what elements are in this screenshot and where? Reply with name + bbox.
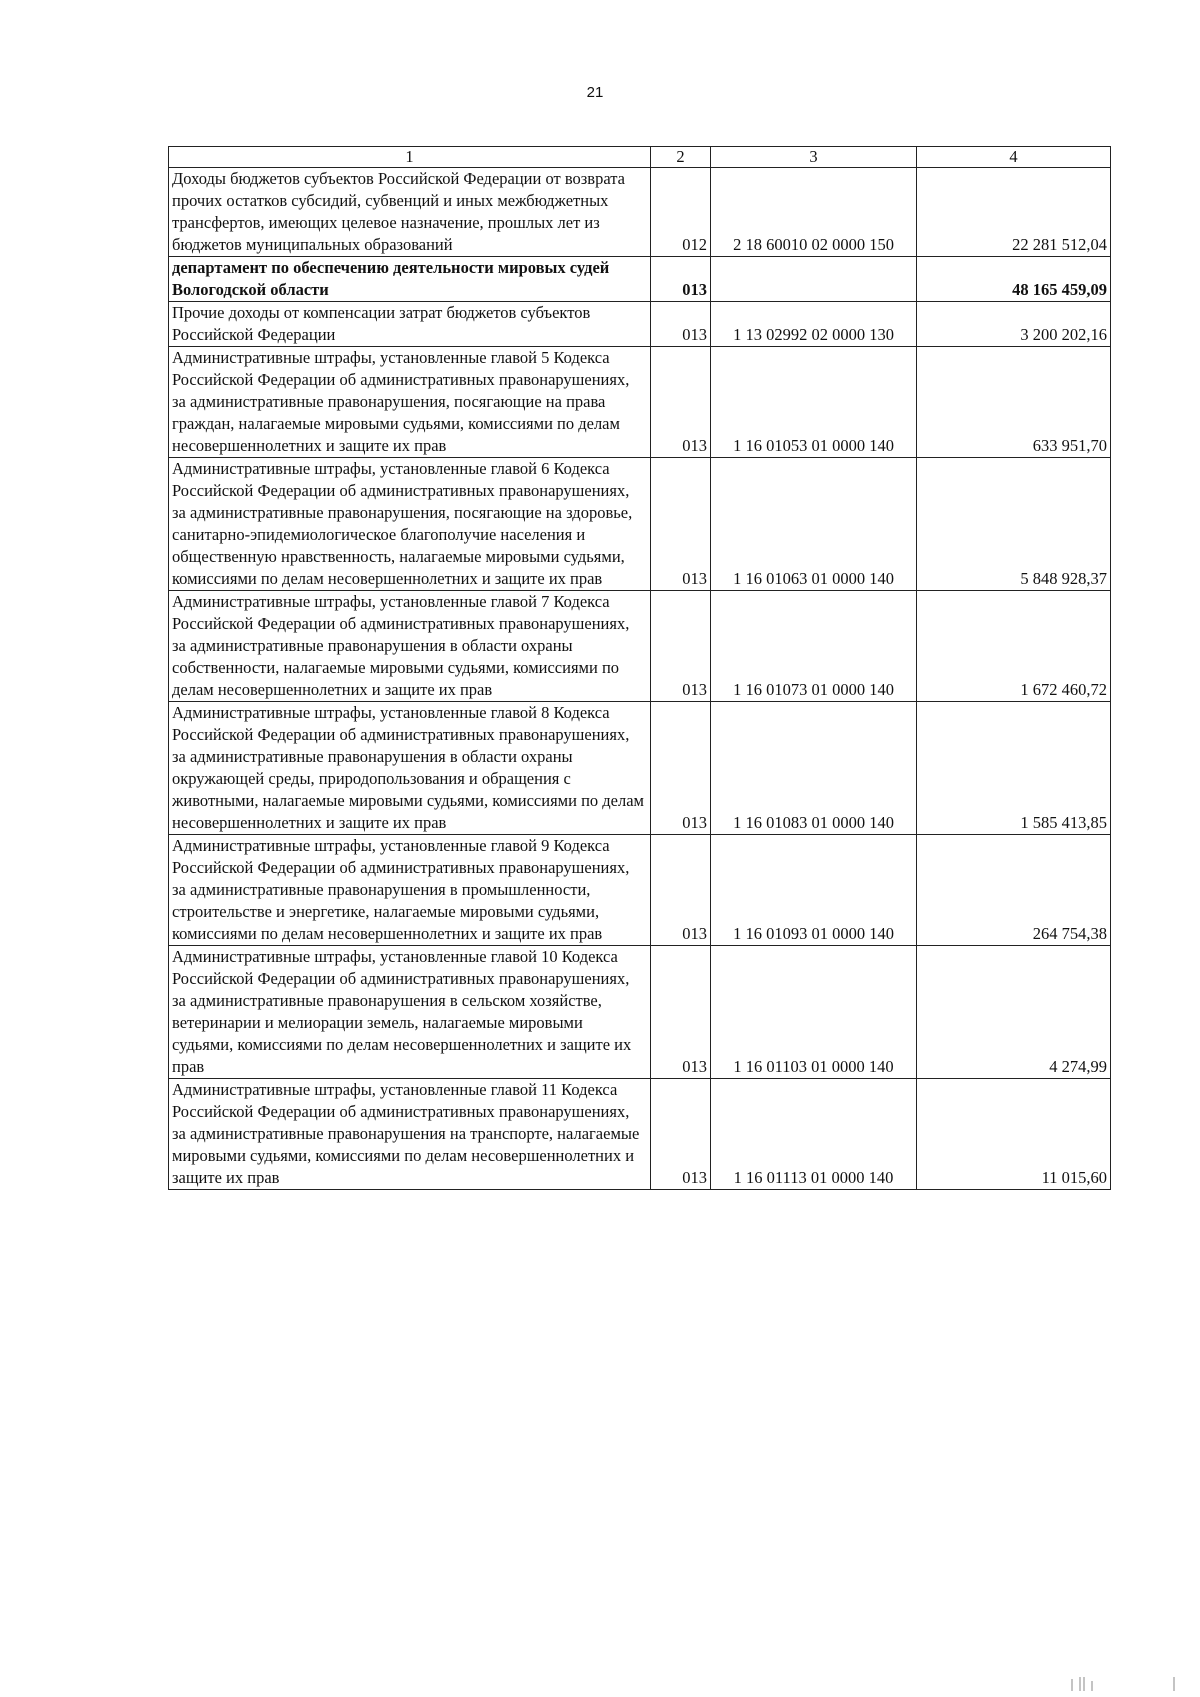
row-amount: 11 015,60 (917, 1079, 1111, 1190)
row-admin-code: 013 (651, 302, 711, 347)
page-number: 21 (586, 84, 604, 101)
row-admin-code: 013 (651, 257, 711, 302)
row-budget-code: 1 16 01113 01 0000 140 (711, 1079, 917, 1190)
table-row (169, 591, 1111, 702)
row-amount: 264 754,38 (917, 835, 1111, 946)
table-row (169, 702, 1111, 835)
row-budget-code: 1 16 01073 01 0000 140 (711, 591, 917, 702)
table-row (169, 168, 1111, 257)
row-admin-code: 013 (651, 347, 711, 458)
table-row (169, 458, 1111, 591)
row-description: Административные штрафы, установленные главой 6 Кодекса Российской Федерации об административных правонарушениях, за административные правонарушения, посягающие на здоровье, санитарно-эпидемиологическое благополучие населения и общественную нравственность, налагаемые мировыми судьями, комиссиями по делам несовершеннолетних и защите их прав (169, 458, 651, 591)
row-amount: 633 951,70 (917, 347, 1111, 458)
revenue-table (168, 146, 1111, 1190)
scan-artifact-marks (1070, 1677, 1180, 1691)
row-amount: 3 200 202,16 (917, 302, 1111, 347)
row-description: Административные штрафы, установленные главой 7 Кодекса Российской Федерации об административных правонарушениях, за административные правонарушения в области охраны собственности, налагаемые мировыми судьями, комиссиями по делам несовершеннолетних и защите их прав (169, 591, 651, 702)
row-description: Административные штрафы, установленные главой 9 Кодекса Российской Федерации об административных правонарушениях, за административные правонарушения в промышленности, строительстве и энергетике, налагаемые мировыми судьями, комиссиями по делам несовершеннолетних и защите их прав (169, 835, 651, 946)
row-admin-code: 013 (651, 458, 711, 591)
row-description: Административные штрафы, установленные главой 11 Кодекса Российской Федерации об административных правонарушениях, за административные правонарушения на транспорте, налагаемые мировыми судьями, комиссиями по делам несовершеннолетних и защите их прав (169, 1079, 651, 1190)
table-row (169, 946, 1111, 1079)
row-description: Прочие доходы от компенсации затрат бюджетов субъектов Российской Федерации (169, 302, 651, 347)
row-amount: 1 672 460,72 (917, 591, 1111, 702)
table-row (169, 347, 1111, 458)
row-budget-code: 1 16 01083 01 0000 140 (711, 702, 917, 835)
row-budget-code: 1 16 01093 01 0000 140 (711, 835, 917, 946)
row-amount: 22 281 512,04 (917, 168, 1111, 257)
table-row (169, 1079, 1111, 1190)
row-amount: 5 848 928,37 (917, 458, 1111, 591)
row-admin-code: 013 (651, 835, 711, 946)
row-description: Доходы бюджетов субъектов Российской Федерации от возврата прочих остатков субсидий, субвенций и иных межбюджетных трансфертов, имеющих целевое назначение, прошлых лет из бюджетов муниципальных образований (169, 168, 651, 257)
column-number-header (169, 147, 1111, 168)
table-row (169, 257, 1111, 302)
row-budget-code: 2 18 60010 02 0000 150 (711, 168, 917, 257)
row-admin-code: 012 (651, 168, 711, 257)
row-budget-code: 1 16 01103 01 0000 140 (711, 946, 917, 1079)
row-description: Административные штрафы, установленные главой 5 Кодекса Российской Федерации об административных правонарушениях, за административные правонарушения, посягающие на права граждан, налагаемые мировыми судьями, комиссиями по делам несовершеннолетних и защите их прав (169, 347, 651, 458)
row-description: Административные штрафы, установленные главой 10 Кодекса Российской Федерации об административных правонарушениях, за административные правонарушения в сельском хозяйстве, ветеринарии и мелиорации земель, налагаемые мировыми судьями, комиссиями по делам несовершеннолетних и защите их прав (169, 946, 651, 1079)
column-header-3: 3 (711, 147, 917, 168)
row-budget-code: 1 13 02992 02 0000 130 (711, 302, 917, 347)
column-header-2: 2 (651, 147, 711, 168)
row-admin-code: 013 (651, 702, 711, 835)
row-admin-code: 013 (651, 591, 711, 702)
row-admin-code: 013 (651, 946, 711, 1079)
row-amount: 1 585 413,85 (917, 702, 1111, 835)
row-admin-code: 013 (651, 1079, 711, 1190)
row-amount: 48 165 459,09 (917, 257, 1111, 302)
column-header-1: 1 (169, 147, 651, 168)
row-amount: 4 274,99 (917, 946, 1111, 1079)
row-description: Административные штрафы, установленные главой 8 Кодекса Российской Федерации об административных правонарушениях, за административные правонарушения в области охраны окружающей среды, природопользования и обращения с животными, налагаемые мировыми судьями, комиссиями по делам несовершеннолетних и защите их прав (169, 702, 651, 835)
table-row (169, 835, 1111, 946)
row-budget-code: 1 16 01053 01 0000 140 (711, 347, 917, 458)
row-budget-code (711, 257, 917, 302)
column-header-4: 4 (917, 147, 1111, 168)
table-row (169, 302, 1111, 347)
row-budget-code: 1 16 01063 01 0000 140 (711, 458, 917, 591)
row-description: департамент по обеспечению деятельности мировых судей Вологодской области (169, 257, 651, 302)
